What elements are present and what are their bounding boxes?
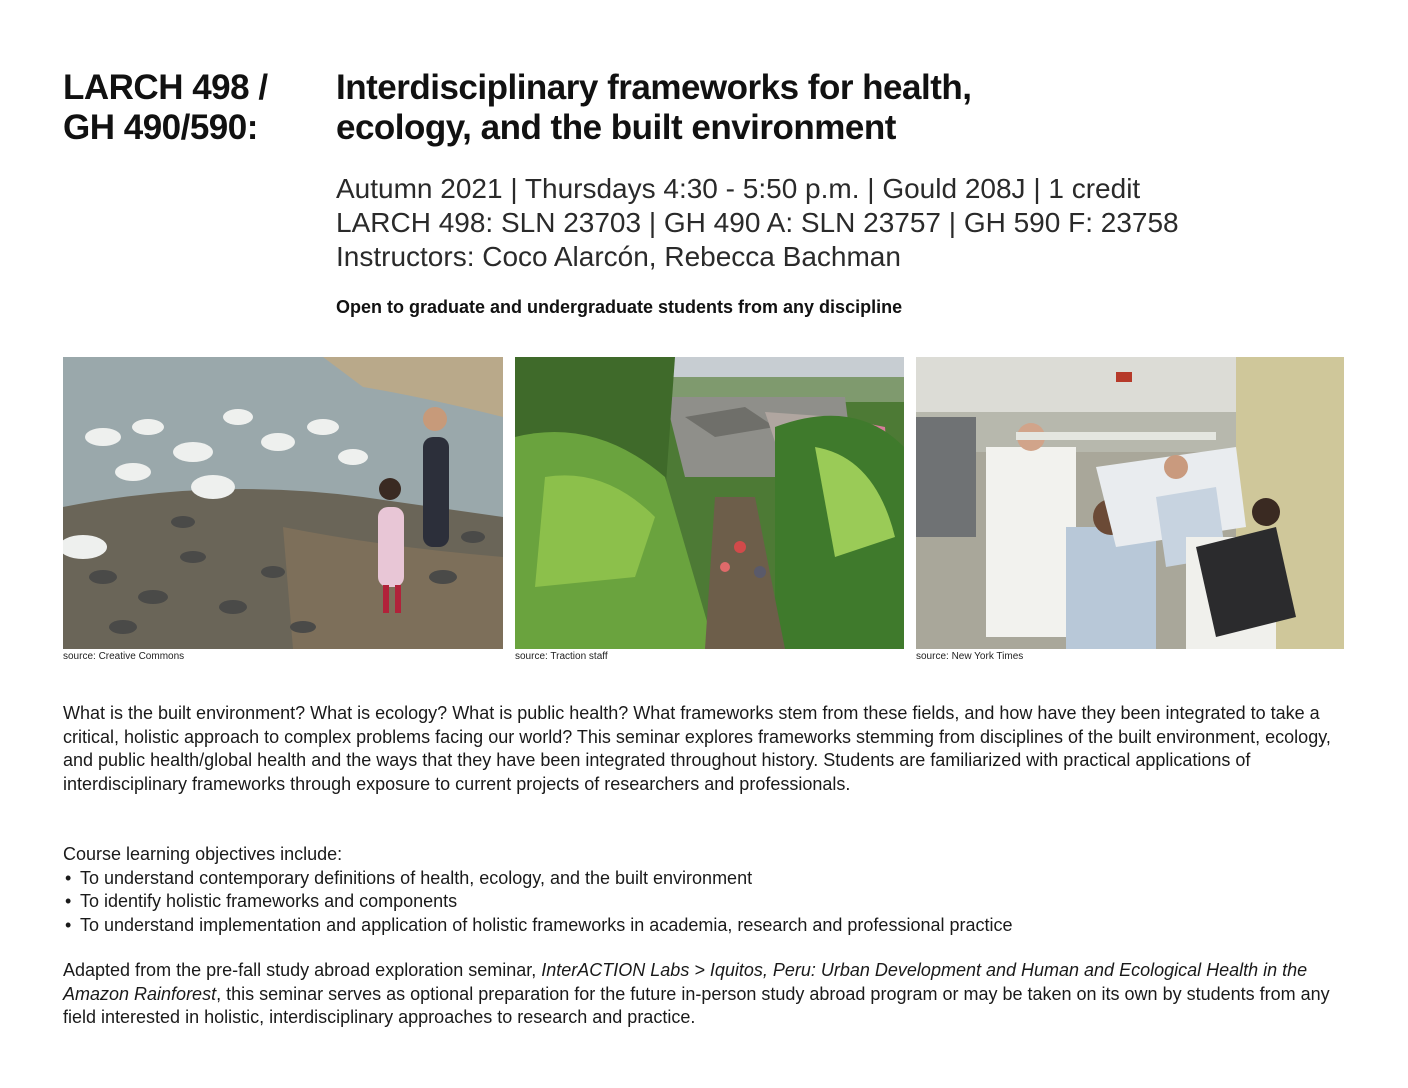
instructors-line: Instructors: Coco Alarcón, Rebecca Bachman: [336, 241, 901, 272]
schedule-line: Autumn 2021 | Thursdays 4:30 - 5:50 p.m. | Gould 208J | 1 credit: [336, 173, 1141, 204]
objective-item: • To understand contemporary definitions of health, ecology, and the built environment: [63, 867, 1348, 891]
photo-village-path-caption: source: Traction staff: [515, 651, 608, 662]
objectives-section: [63, 843, 1348, 937]
objectives-list: [63, 867, 1348, 938]
course-code: LARCH 498 / GH 490/590:: [63, 68, 268, 147]
photo-hospital: [916, 357, 1344, 649]
objective-item: • To identify holistic frameworks and components: [63, 890, 1348, 914]
course-meta: [336, 172, 1179, 274]
closing-prefix: Adapted from the pre-fall study abroad exploration seminar,: [63, 960, 542, 980]
photo-swans: [63, 357, 503, 649]
photo-village-path: [515, 357, 904, 649]
closing-suffix: , this seminar serves as optional preparation for the future in-person study abroad program or may be taken on its own by students from any field interested in holistic, interdisciplinary approaches to research and practice.: [63, 983, 1330, 1027]
course-description: What is the built environment? What is ecology? What is public health? What frameworks stem from these fields, and how have they been integrated to take a critical, holistic approach to complex problems facing our world? This seminar explores frameworks stemming from disciplines of the built environment, ecology, and public health/global health and the ways that they have been integrated throughout history. Students are familiarized with practical applications of interdisciplinary frameworks through exposure to current projects of researchers and professionals.: [63, 703, 1331, 794]
course-title-line1: Interdisciplinary frameworks for health,: [336, 68, 972, 107]
course-title: [336, 68, 1336, 148]
closing-paragraph: [63, 959, 1348, 1030]
sln-line: LARCH 498: SLN 23703 | GH 490 A: SLN 23757 | GH 590 F: 23758: [336, 207, 1179, 238]
open-note: Open to graduate and undergraduate students from any discipline: [336, 297, 903, 317]
objectives-intro: Course learning objectives include:: [63, 844, 343, 864]
course-title-line2: ecology, and the built environment: [336, 108, 896, 147]
seminar-name: InterACTION Labs > Iquitos, Peru: Urban Development and Human and Ecological Health in the Amazon Rainforest: [63, 960, 1308, 1004]
photo-hospital-caption: source: New York Times: [916, 651, 1024, 662]
objective-item: • To understand implementation and application of holistic frameworks in academia, research and professional practice: [63, 914, 1348, 938]
photo-swans-caption: source: Creative Commons: [63, 651, 185, 662]
